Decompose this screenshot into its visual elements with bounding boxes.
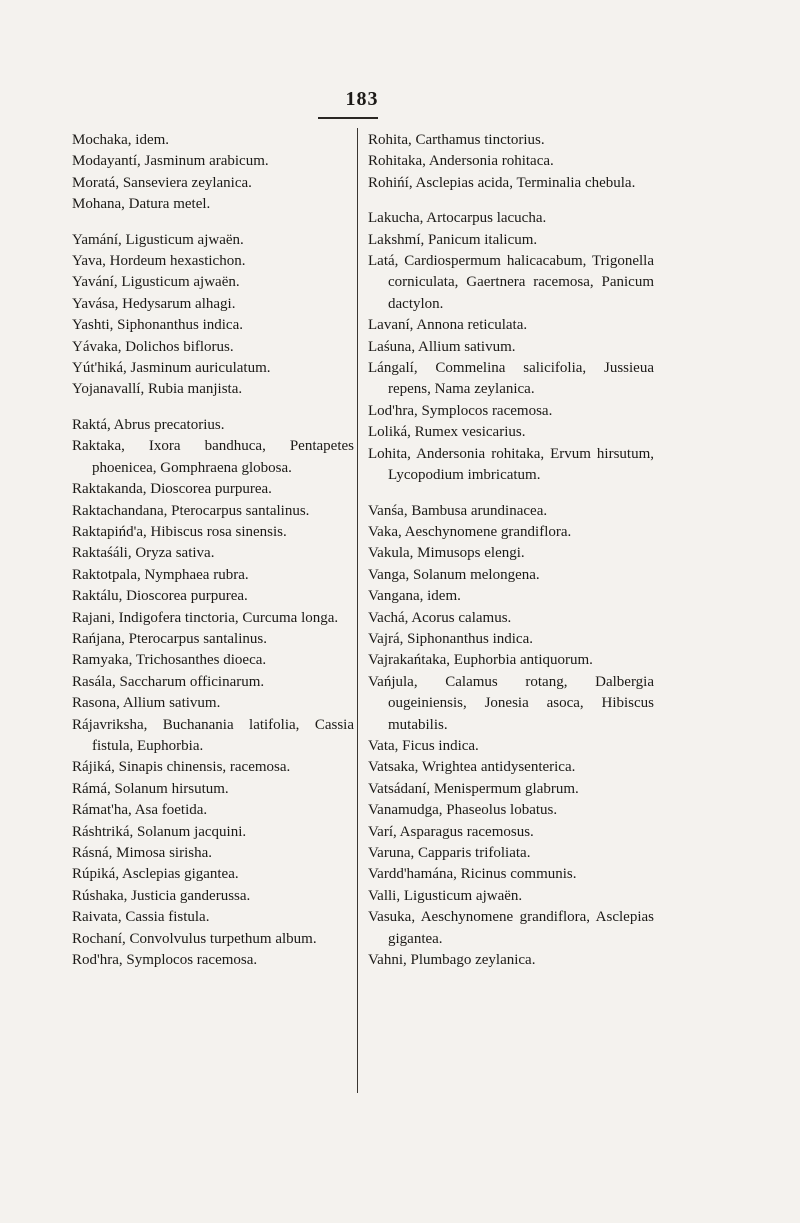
glossary-entry: Rúpiká, Asclepias gigantea.: [72, 866, 239, 883]
glossary-entry: Rásná, Mimosa sirisha.: [72, 845, 212, 861]
column-divider: [357, 128, 358, 1093]
page-number-rule: [318, 117, 378, 119]
glossary-entry: Vajrakańtaka, Euphorbia antiquorum.: [368, 652, 593, 669]
glossary-entry: Latá, Cardiospermum halicacabum, Trigonella corniculata, Gaertnera racemosa, Panicum dactylon.: [368, 253, 654, 312]
glossary-entry: Raktaka, Ixora bandhuca, Pentapetes phoenicea, Gomphraena globosa.: [72, 438, 354, 476]
glossary-entry: Rámat'ha, Asa foetida.: [72, 802, 208, 819]
glossary-entry: Mohana, Datura metel.: [72, 196, 211, 213]
glossary-entry: Rasála, Saccharum officinarum.: [72, 673, 265, 690]
glossary-entry: Rájiká, Sinapis chinensis, racemosa.: [72, 759, 291, 776]
glossary-entry: Vanamudga, Phaseolus lobatus.: [368, 802, 558, 819]
page-number: 183: [345, 88, 379, 110]
glossary-entry: Yút'hiká, Jasminum auriculatum.: [72, 360, 271, 377]
glossary-entry: Rod'hra, Symplocos racemosa.: [72, 952, 258, 969]
glossary-entry: Rájavriksha, Buchanania latifolia, Cassia fistula, Euphorbia.: [72, 716, 354, 754]
glossary-entry: Rohińí, Asclepias acida, Terminalia chebula.: [368, 174, 636, 191]
glossary-entry: Raktakanda, Dioscorea purpurea.: [72, 481, 272, 498]
glossary-entry: Raktachandana, Pterocarpus santalinus.: [72, 502, 310, 519]
glossary-entry: Raivata, Cassia fistula.: [72, 909, 210, 926]
glossary-entry: Rajani, Indigofera tinctoria, Curcuma longa.: [72, 609, 339, 626]
glossary-entry: Vakula, Mimusops elengi.: [368, 545, 525, 562]
glossary-entry: Lángalí, Commelina salicifolia, Jussieua repens, Nama zeylanica.: [368, 360, 654, 398]
glossary-entry: Raktapińd'a, Hibiscus rosa sinensis.: [72, 523, 287, 540]
glossary-entry: Varuna, Capparis trifoliata.: [368, 845, 531, 861]
glossary-entry: Rúshaka, Justicia ganderussa.: [72, 887, 251, 904]
glossary-entry: Yava, Hordeum hexastichon.: [72, 253, 246, 270]
glossary-entry: Yojanavallí, Rubia manjista.: [72, 381, 243, 398]
glossary-entry: Vahni, Plumbago zeylanica.: [368, 952, 536, 969]
glossary-entry-section-start: Lakucha, Artocarpus lacucha.: [368, 210, 547, 227]
glossary-entry-section-start: Vanśa, Bambusa arundinacea.: [368, 502, 548, 519]
glossary-entry: Vatsádaní, Menispermum glabrum.: [368, 780, 579, 797]
glossary-entry: Yashti, Siphonanthus indica.: [72, 317, 243, 334]
glossary-entry: Yávaka, Dolichos biflorus.: [72, 338, 234, 355]
glossary-entry: Vardd'hamána, Ricinus communis.: [368, 866, 577, 883]
glossary-entry: Vańjula, Calamus rotang, Dalbergia ougeiniensis, Jonesia asoca, Hibiscus mutabilis.: [368, 673, 654, 733]
glossary-entry: Yavání, Ligusticum ajwaën.: [72, 274, 240, 291]
glossary-entry-section-start: Raktá, Abrus precatorius.: [72, 416, 225, 433]
glossary-entry: Lohita, Andersonia rohitaka, Ervum hirsutum, Lycopodium imbricatum.: [368, 445, 654, 484]
glossary-entry: Vachá, Acorus calamus.: [368, 609, 512, 626]
glossary-entry: Vasuka, Aeschynomene grandiflora, Asclepias gigantea.: [368, 909, 654, 947]
glossary-entry: Vatsaka, Wrightea antidysenterica.: [368, 759, 576, 776]
glossary-entry: Laśuna, Allium sativum.: [368, 338, 516, 355]
glossary-entry: Rohita, Carthamus tinctorius.: [368, 132, 545, 148]
glossary-entry: Rochaní, Convolvulus turpethum album.: [72, 930, 317, 947]
glossary-entry: Rohitaka, Andersonia rohitaca.: [368, 153, 554, 170]
glossary-entry: Vangana, idem.: [368, 588, 461, 605]
glossary-entry: Raktálu, Dioscorea purpurea.: [72, 588, 248, 605]
glossary-entry: Vaka, Aeschynomene grandiflora.: [368, 523, 572, 540]
glossary-entry: Valli, Ligusticum ajwaën.: [368, 887, 523, 904]
glossary-entry: Loliká, Rumex vesicarius.: [368, 424, 526, 441]
glossary-entry: Raktotpala, Nymphaea rubra.: [72, 566, 249, 583]
glossary-entry: Mochaka, idem.: [72, 132, 170, 148]
glossary-entry: Lod'hra, Symplocos racemosa.: [368, 402, 553, 419]
right-column: [368, 130, 654, 971]
glossary-entry-section-start: Yamání, Ligusticum ajwaën.: [72, 231, 244, 248]
glossary-entry: Ráshtriká, Solanum jacquini.: [72, 823, 247, 840]
glossary-entry: Vata, Ficus indica.: [368, 737, 479, 754]
glossary-entry: Lavaní, Annona reticulata.: [368, 317, 528, 334]
glossary-entry: Ramyaka, Trichosanthes dioeca.: [72, 652, 267, 669]
glossary-entry: Vanga, Solanum melongena.: [368, 566, 540, 583]
glossary-entry: Vajrá, Siphonanthus indica.: [368, 630, 533, 647]
glossary-entry: Varí, Asparagus racemosus.: [368, 823, 534, 840]
glossary-entry: Lakshmí, Panicum italicum.: [368, 231, 538, 248]
glossary-entry: Yavása, Hedysarum alhagi.: [72, 295, 236, 312]
glossary-entry: Modayantí, Jasminum arabicum.: [72, 153, 269, 170]
glossary-entry: Rasona, Allium sativum.: [72, 695, 221, 712]
glossary-entry: Rámá, Solanum hirsutum.: [72, 780, 229, 797]
glossary-entry: Rańjana, Pterocarpus santalinus.: [72, 630, 267, 647]
left-column: [72, 130, 354, 971]
glossary-entry: Moratá, Sanseviera zeylanica.: [72, 174, 252, 191]
glossary-entry: Raktaśáli, Oryza sativa.: [72, 545, 215, 562]
